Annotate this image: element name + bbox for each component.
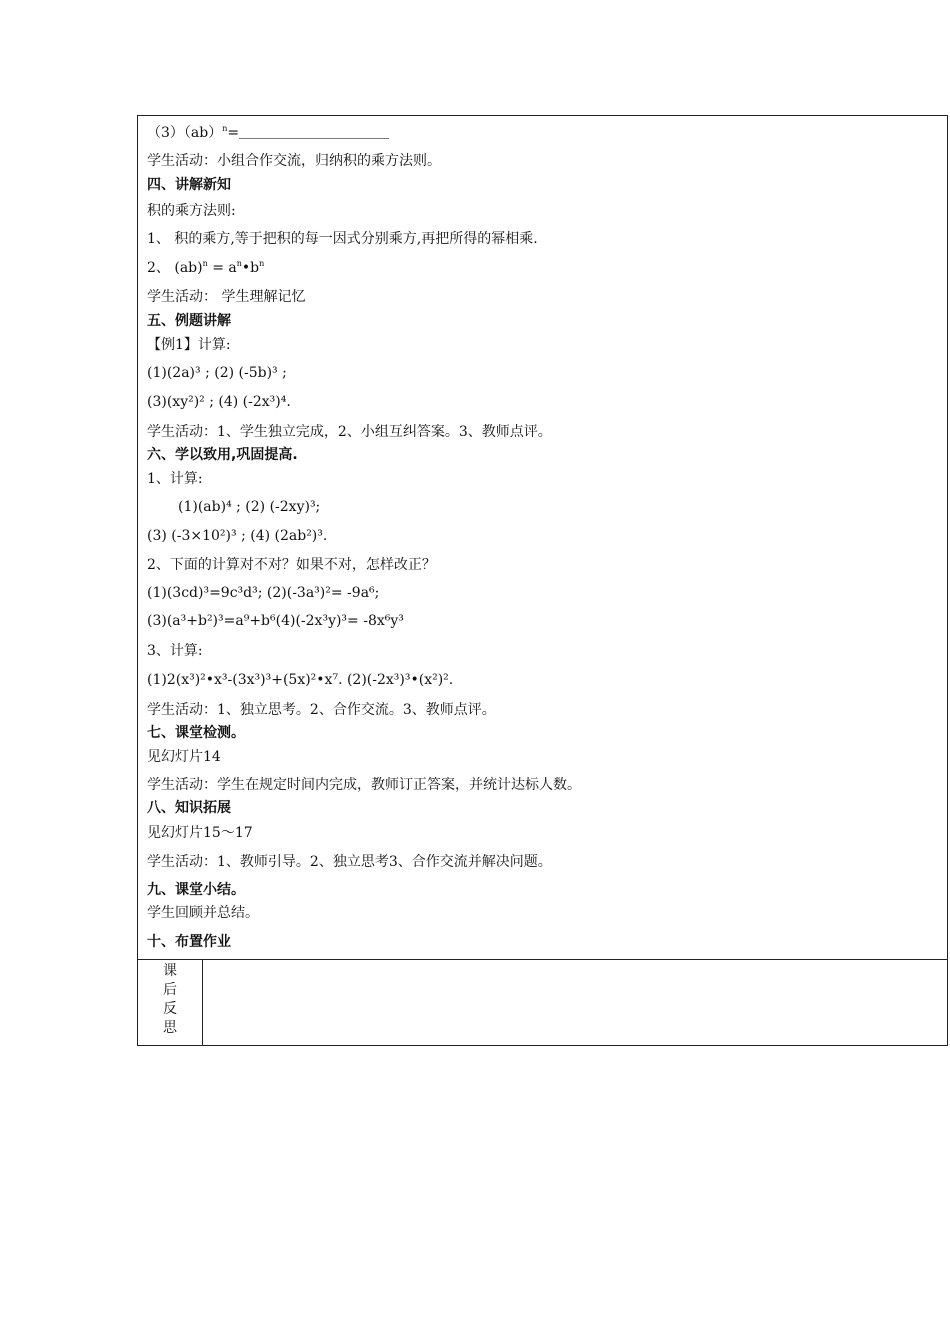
section-4-title: 四、讲解新知 (147, 177, 231, 193)
reflection-char-3: 反 (163, 1001, 177, 1017)
q2-line-1: (1)(3cd)³=9c³d³; (2)(-3a³)²= -9a⁶; (147, 585, 380, 601)
activity-2: 学生活动： 学生理解记忆 (147, 289, 306, 305)
q1-line-2: (3) (-3×10²)³ ; (4) (2ab²)³. (147, 528, 328, 544)
q2-title: 2、下面的计算对不对？如果不对，怎样改正？ (147, 557, 436, 573)
rule-2-a: 2、 (ab) (147, 260, 203, 276)
item3-sup: n (222, 124, 228, 133)
rule-2-sup3: n (259, 259, 265, 268)
summary-text: 学生回顾并总结。 (147, 905, 259, 921)
activity-6: 学生活动：1、教师引导。2、独立思考3、合作交流并解决问题。 (147, 854, 552, 870)
activity-1: 学生活动：小组合作交流，归纳积的乘方法则。 (147, 153, 441, 169)
reflection-label-cell (138, 959, 203, 1045)
section-5-title: 五、例题讲解 (147, 313, 231, 329)
answer-blank (239, 126, 389, 139)
activity-5: 学生活动：学生在规定时间内完成，教师订正答案，并统计达标人数。 (147, 777, 581, 793)
rule-2 (147, 259, 264, 277)
example-title: 【例1】计算: (147, 337, 231, 353)
item3-line (147, 124, 389, 142)
rule-title: 积的乘方法则: (147, 203, 236, 219)
example-line-1: (1)(2a)³ ; (2) (-5b)³ ; (147, 365, 287, 381)
reflection-char-2: 后 (163, 982, 177, 998)
section-9-title: 九、课堂小结。 (147, 882, 245, 898)
q3-title: 3、计算: (147, 643, 203, 659)
q1-line-1: (1)(ab)⁴ ; (2) (-2xy)³; (178, 499, 321, 515)
rule-1: 1、 积的乘方,等于把积的每一因式分别乘方,再把所得的幂相乘. (147, 231, 538, 247)
example-line-2: (3)(xy²)² ; (4) (-2x³)⁴. (147, 394, 291, 410)
activity-4: 学生活动：1、独立思考。2、合作交流。3、教师点评。 (147, 702, 496, 718)
q3-line-1: (1)2(x³)²•x³-(3x³)³+(5x)²•x⁷. (2)(-2x³)³•(x²)². (147, 672, 454, 688)
rule-2-c: •b (241, 260, 260, 276)
section-8-title: 八、知识拓展 (147, 800, 231, 816)
rule-2-sup1: n (202, 259, 208, 268)
item3-prefix: （3）（ab） (147, 125, 223, 141)
reflection-char-4: 思 (163, 1020, 177, 1036)
reflection-char-1: 课 (163, 963, 177, 979)
reflection-label (160, 962, 180, 1038)
section-7-title: 七、课堂检测。 (147, 725, 245, 741)
lesson-content-cell (138, 116, 947, 960)
q2-line-2: (3)(a³+b²)³=a⁹+b⁶(4)(-2x³y)³= -8x⁶y³ (147, 613, 404, 629)
activity-3: 学生活动：1、学生独立完成，2、小组互纠答案。3、教师点评。 (147, 424, 552, 440)
section-10-title: 十、布置作业 (147, 934, 231, 950)
slide-15-17: 见幻灯片15～17 (147, 825, 253, 841)
rule-2-sup2: n (236, 259, 242, 268)
q1-title: 1、计算: (147, 471, 203, 487)
section-6-title: 六、学以致用,巩固提高. (147, 447, 298, 463)
item3-eq: = (227, 125, 240, 141)
slide-14: 见幻灯片14 (147, 749, 221, 765)
rule-2-b: = a (207, 260, 237, 276)
lesson-plan-table (137, 115, 948, 1046)
